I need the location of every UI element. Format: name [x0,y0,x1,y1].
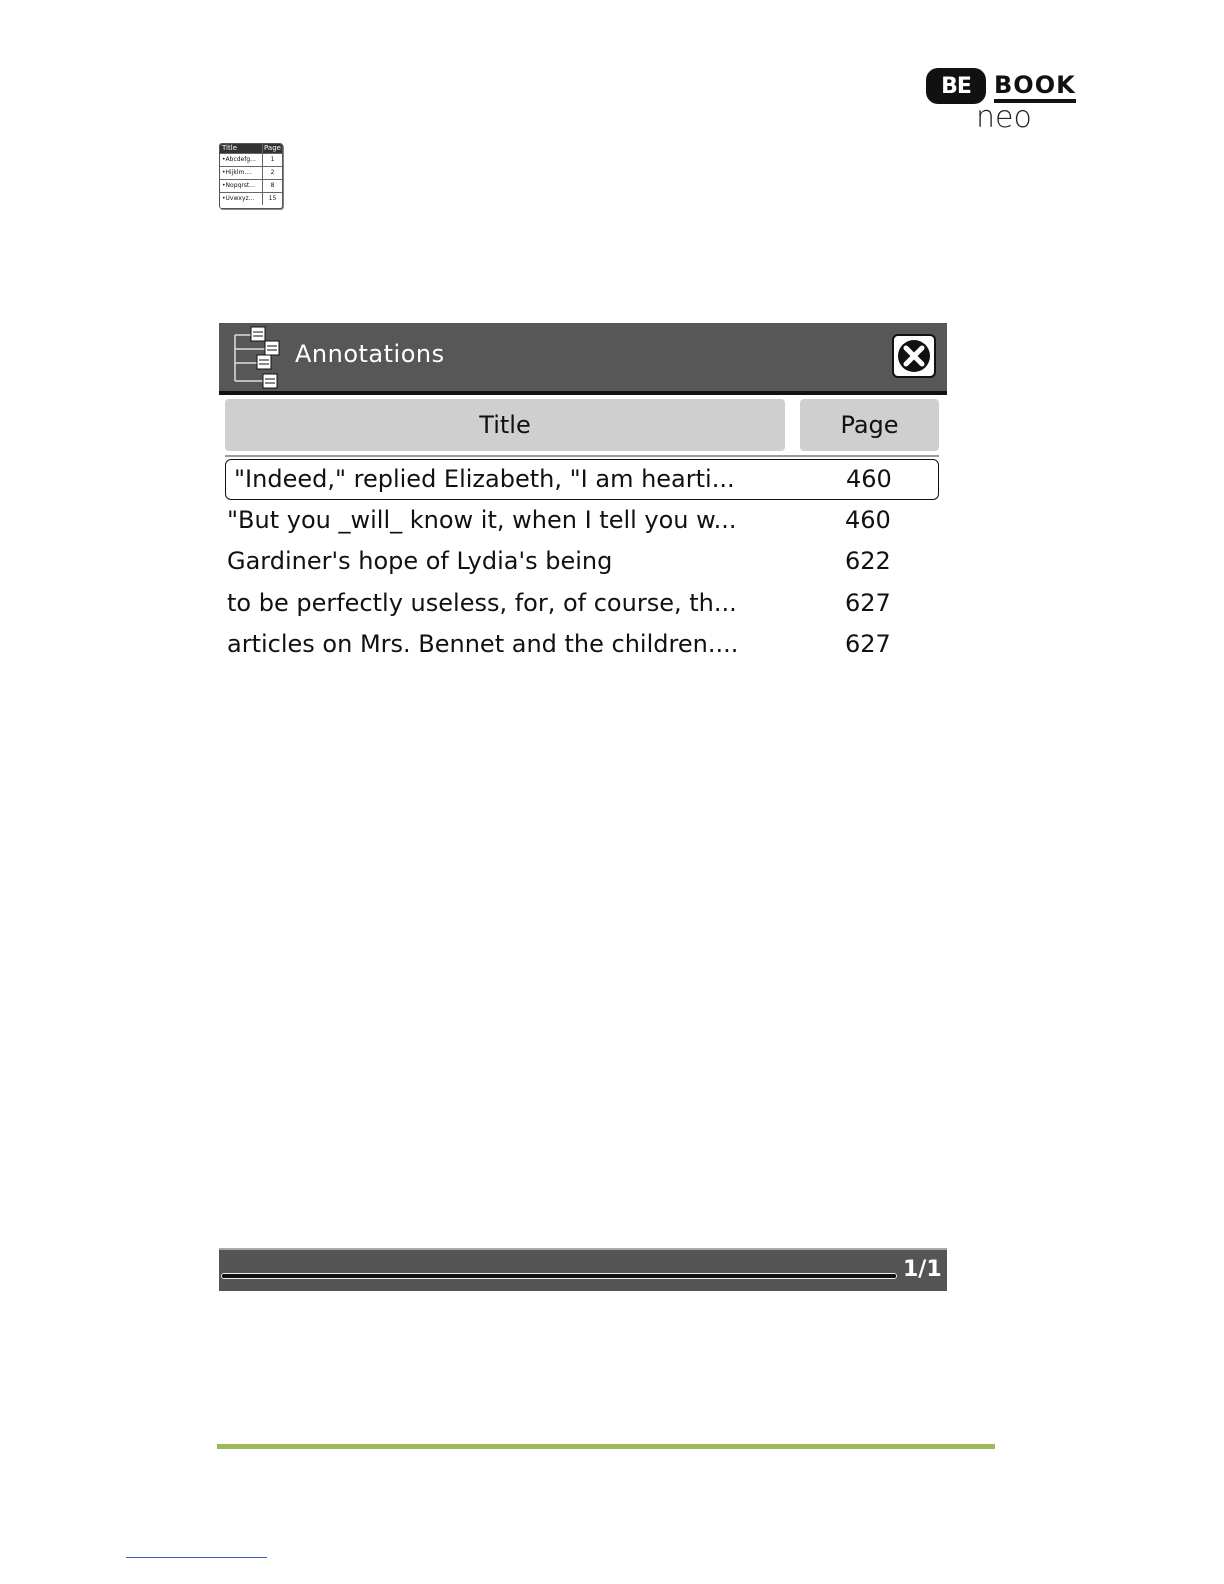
annotation-page: 627 [845,630,891,658]
annotation-title: articles on Mrs. Bennet and the children.... [227,630,739,658]
annotation-title: "Indeed," replied Elizabeth, "I am hearti... [234,465,735,493]
logo-wordmark: BOOK [994,72,1076,103]
annotation-title: "But you _will_ know it, when I tell you w... [227,506,737,534]
annotation-row[interactable] [225,584,939,624]
annotations-table-icon [219,143,283,209]
annotation-row[interactable] [225,625,939,665]
annotation-row[interactable] [225,459,939,500]
page-progress-fill [222,1274,896,1278]
annotation-title: to be perfectly useless, for, of course, th... [227,589,737,617]
column-header-page[interactable]: Page [800,399,939,451]
annotations-screen [219,323,947,1291]
logo-subtitle: neo [976,100,1032,135]
thumb-row: •Uvwxyz... 15 [220,192,282,205]
column-header-title[interactable]: Title [225,399,785,451]
bebook-neo-logo [924,66,1096,136]
annotation-tree-icon [231,325,285,389]
title-bar [219,323,947,395]
close-button[interactable] [892,334,936,378]
logo-mark: BE [926,68,986,104]
footnote-rule [126,1557,267,1558]
annotation-page: 627 [845,589,891,617]
thumb-row: •Hijklm.... 2 [220,166,282,179]
column-header-row [225,399,939,451]
annotation-page: 622 [845,547,891,575]
annotation-title: Gardiner's hope of Lydia's being [227,547,613,575]
page-progress-bar[interactable] [221,1273,897,1279]
thumb-row: •Nopqrst... 8 [220,179,282,192]
footer-divider-rule [217,1444,995,1449]
annotation-row[interactable] [225,501,939,541]
thumb-row: •Abcdefg... 1 [220,153,282,166]
annotation-page: 460 [845,506,891,534]
pagination-bar [219,1248,947,1291]
header-divider [225,455,939,457]
annotation-row[interactable] [225,542,939,582]
annotation-page: 460 [846,465,892,493]
dialog-title: Annotations [295,340,445,368]
thumb-header: Title Page [222,144,281,152]
close-x-icon [897,339,931,373]
page-indicator: 1/1 [903,1257,942,1282]
